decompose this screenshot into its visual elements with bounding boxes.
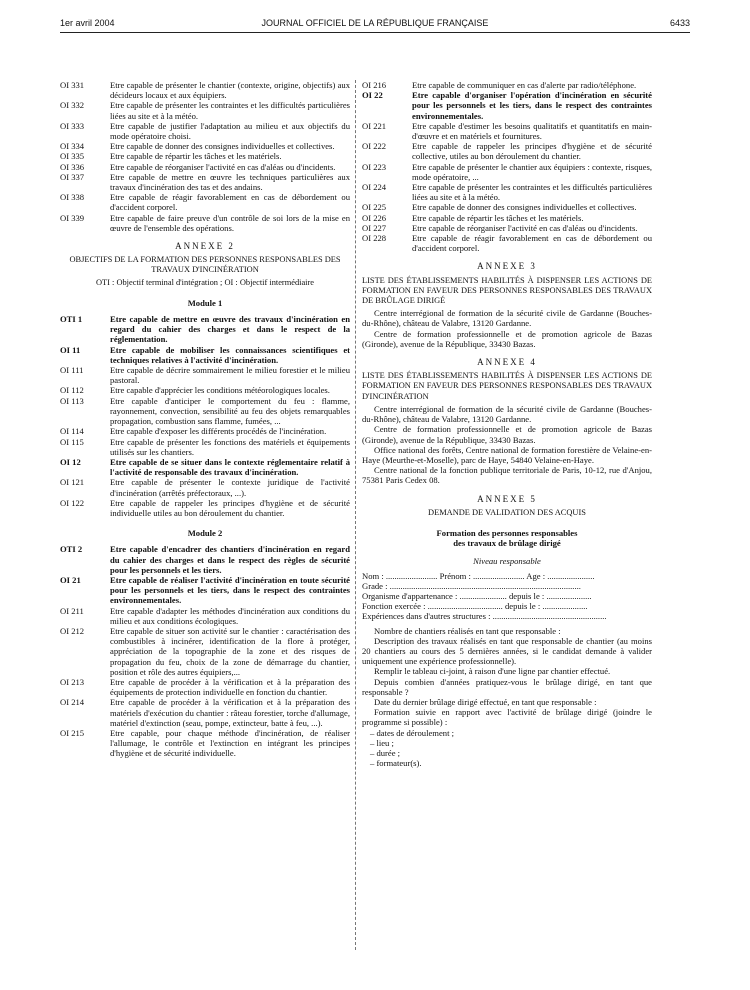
bullet-item: – dates de déroulement ; xyxy=(370,727,454,738)
objective-code: OI 122 xyxy=(60,497,85,508)
objective-row xyxy=(362,141,652,161)
header-date: 1er avril 2004 xyxy=(60,18,115,28)
objective-code: OI 221 xyxy=(362,120,387,131)
objective-row xyxy=(60,437,350,457)
objective-row xyxy=(60,314,350,345)
objective-text: Etre capable de décrire sommairement le milieu forestier et le milieu pastoral. xyxy=(110,365,350,386)
form-level: Niveau responsable xyxy=(473,556,541,567)
paragraph: Centre de formation professionnelle et de promotion agricole de Bazas (Gironde), avenue de la République, 33430 Bazas. xyxy=(362,424,652,445)
objective-code: OTI 1 xyxy=(60,314,83,325)
header-rule xyxy=(60,32,690,33)
objective-code: OI 227 xyxy=(362,222,387,233)
objective-text: Etre capable de mobiliser les connaissances scientifiques et techniques relatives à l'activité d'incinération. xyxy=(110,344,350,365)
module1-list xyxy=(60,314,350,518)
left-column xyxy=(60,80,350,759)
objective-code: OTI 2 xyxy=(60,544,83,555)
form-lines xyxy=(362,571,652,622)
objective-text: Etre capable d'apprécier les conditions météorologiques locales. xyxy=(110,385,330,396)
annexe4-subtitle: LISTE DES ÉTABLISSEMENTS HABILITÉS À DISPENSER LES ACTIONS DE FORMATION EN FAVEUR DES PERSONNES RESPONSABLES DES TRAVAUX D'INCINÉRATION xyxy=(362,371,652,401)
objective-code: OI 226 xyxy=(362,212,387,223)
objective-row xyxy=(60,498,350,518)
objective-text: Etre capable d'organiser l'opération d'incinération en sécurité pour les personnels et les tiers, dans le respect des contraintes environnementales. xyxy=(412,90,652,121)
objective-text: Etre capable de situer son activité sur le chantier : caractérisation des combustibles à incinérer, identification de la flore à protéger, appréciation de la topographie de la zone et des risques de propagation du feu, choix de la zone de démarrage du chantier, position et rôle des autres équipiers,... xyxy=(110,625,350,677)
objective-row xyxy=(362,202,652,212)
objective-text: Etre capable de donner des consignes individuelles et collectives. xyxy=(412,202,637,213)
left-top-list xyxy=(60,80,350,233)
objective-code: OI 121 xyxy=(60,477,85,488)
paragraph: Office national des forêts, Centre national de formation forestière de Velaine-en-Haye (Meurthe-et-Moselle), parc de Haye, 54840 Velaine-en-Haye. xyxy=(362,444,652,465)
form-title-2: des travaux de brûlage dirigé xyxy=(453,538,561,549)
bullet-item: – durée ; xyxy=(370,747,401,758)
objective-row xyxy=(60,172,350,192)
objective-text: Etre capable de présenter le chantier aux équipiers : contexte, risques, mode opératoire, ... xyxy=(412,161,652,182)
objective-code: OI 337 xyxy=(60,171,85,182)
objective-row xyxy=(60,141,350,151)
objective-text: Etre capable de mettre en œuvre des travaux d'incinération en regard du cahier des charges et dans le respect de la réglementation. xyxy=(110,314,350,345)
objective-code: OI 334 xyxy=(60,141,85,152)
objective-text: Etre capable de procéder à la vérification et à la préparation des matériels d'exécution du chantier : râteau forestier, torche d'allumage, matériel d'extinction (seau, pompe, extincteur, batte à feu, ...). xyxy=(110,697,350,728)
objective-row xyxy=(60,697,350,728)
objective-code: OI 215 xyxy=(60,727,85,738)
annexe3-paras xyxy=(362,308,652,349)
objective-row xyxy=(60,457,350,477)
objective-code: OI 224 xyxy=(362,182,387,193)
objective-text: Etre capable de justifier l'adaptation au milieu et aux objectifs du mode opératoire choisi. xyxy=(110,120,350,142)
paragraph: Centre de formation professionnelle et de promotion agricole de Bazas (Gironde), avenue de la République, 33430 Bazas. xyxy=(362,328,652,349)
column-divider xyxy=(355,80,356,950)
annexe5-subtitle: DEMANDE DE VALIDATION DES ACQUIS xyxy=(428,507,586,517)
objective-text: Etre capable, pour chaque méthode d'incinération, de réaliser l'allumage, le contrôle et l'extinction en intégrant les principes d'hygiène et de sécurité individuelle. xyxy=(110,727,350,759)
annexe5-title: ANNEXE 5 xyxy=(477,493,537,504)
objective-row xyxy=(60,544,350,575)
objective-text: Etre capable de présenter les contraintes et les difficultés particulières liées au site et à la météo. xyxy=(412,182,652,203)
objective-row xyxy=(362,80,652,90)
form-title-1: Formation des personnes responsables xyxy=(436,527,578,538)
objective-text: Etre capable de présenter les fonctions des matériels et équipements utilisés sur les chantiers. xyxy=(110,436,350,457)
objective-row xyxy=(60,365,350,385)
objective-row xyxy=(60,626,350,677)
objective-code: OI 115 xyxy=(60,436,84,447)
objective-text: Etre capable de réagir favorablement en cas de débordement ou d'accident corporel. xyxy=(412,233,652,254)
objective-code: OI 12 xyxy=(60,456,81,467)
objective-code: OI 223 xyxy=(362,161,387,172)
objective-text: Etre capable de rappeler les principes d'hygiène et de sécurité individuelle utiles au bon déroulement du chantier. xyxy=(110,497,350,518)
objective-text: Etre capable d'adapter les méthodes d'incinération aux conditions du milieu et aux conditions écologiques. xyxy=(110,605,350,626)
objective-code: OI 114 xyxy=(60,426,84,437)
module1-title: Module 1 xyxy=(187,297,223,308)
objective-text: Etre capable de faire preuve d'un contrôle de soi lors de la mise en œuvre de l'ensemble des opérations. xyxy=(110,212,350,233)
paragraph: Centre interrégional de formation de la sécurité civile de Gardanne (Bouches-du-Rhône), château de Valabre, 13120 Gardanne. xyxy=(362,403,652,425)
paragraph: Formation suivie en rapport avec l'activité de brûlage dirigé (joindre le programme si possible) : xyxy=(362,707,652,728)
objective-code: OI 225 xyxy=(362,202,387,213)
objective-code: OI 333 xyxy=(60,120,85,131)
objective-code: OI 22 xyxy=(362,90,383,101)
objective-text: Etre capable de rappeler les principes d'hygiène et de sécurité collective, utiles au bon déroulement du chantier. xyxy=(412,141,652,162)
paragraph: Centre national de la fonction publique territoriale de Paris, 10-12, rue d'Anjou, 75381 Paris Cedex 08. xyxy=(362,465,652,486)
objective-code: OI 112 xyxy=(60,385,84,396)
objective-code: OI 111 xyxy=(60,365,84,376)
objective-row xyxy=(60,728,350,759)
bullet-item: – formateur(s). xyxy=(370,758,422,769)
objective-code: OI 216 xyxy=(362,80,387,90)
paragraph: Depuis combien d'années pratiquez-vous le brûlage dirigé, en tant que responsable ? xyxy=(362,676,652,697)
paragraph: Remplir le tableau ci-joint, à raison d'une ligne par chantier effectué. xyxy=(374,666,611,677)
objective-row xyxy=(60,385,350,395)
objective-row xyxy=(60,477,350,497)
objective-row xyxy=(60,162,350,172)
module2-title: Module 2 xyxy=(187,528,223,539)
objective-code: OI 331 xyxy=(60,80,85,90)
objective-row xyxy=(362,223,652,233)
objective-row xyxy=(60,100,350,120)
objective-row xyxy=(362,233,652,253)
annexe4-paras xyxy=(362,404,652,486)
header-title: JOURNAL OFFICIEL DE LA RÉPUBLIQUE FRANÇAISE xyxy=(261,18,489,28)
objective-code: OI 212 xyxy=(60,625,85,636)
objective-row xyxy=(60,213,350,233)
objective-code: OI 21 xyxy=(60,574,81,585)
annexe2-subtitle: OBJECTIFS DE LA FORMATION DES PERSONNES RESPONSABLES DES TRAVAUX D'INCINÉRATION xyxy=(69,255,341,275)
objective-code: OI 336 xyxy=(60,161,85,172)
paragraph: Date du dernier brûlage dirigé effectué, en tant que responsable : xyxy=(374,696,597,707)
page-header xyxy=(60,18,690,32)
objective-row xyxy=(60,192,350,212)
objective-text: Etre capable de réorganiser l'activité en cas d'aléas ou d'incidents. xyxy=(412,222,638,233)
right-top-list xyxy=(362,80,652,253)
page-number: 6433 xyxy=(669,18,690,28)
objective-row xyxy=(60,151,350,161)
objective-row xyxy=(60,80,350,100)
objective-text: Etre capable de donner des consignes individuelles et collectives. xyxy=(110,141,335,152)
objective-text: Etre capable de répartir les tâches et les matériels. xyxy=(110,151,282,162)
objective-code: OI 214 xyxy=(60,697,85,708)
form-line: Grade : ......................................................................................... xyxy=(362,580,581,591)
form-line: Nom : ........................ Prénom : ........................ Age : ...................... xyxy=(362,570,595,581)
annexe2-title: ANNEXE 2 xyxy=(175,241,235,252)
objective-text: Etre capable d'estimer les besoins qualitatifs et quantitatifs en main-d'œuvre et en matériels et fournitures. xyxy=(412,120,652,142)
objective-text: Etre capable de réorganiser l'activité en cas d'aléas ou d'incidents. xyxy=(110,161,336,172)
objective-text: Etre capable de présenter les contraintes et les difficultés particulières liées au site et à la météo. xyxy=(110,100,350,121)
objective-row xyxy=(362,90,652,121)
form-line: Expériences dans d'autres structures : ..................................................... xyxy=(362,611,607,622)
objective-row xyxy=(60,606,350,626)
objective-text: Etre capable de communiquer en cas d'alerte par radio/téléphone. xyxy=(412,80,637,90)
form-line: Fonction exercée : ................................... depuis le : ..................... xyxy=(362,601,588,612)
objective-code: OI 338 xyxy=(60,192,85,203)
annexe2-legend: OTI : Objectif terminal d'intégration ; OI : Objectif intermédiaire xyxy=(95,277,315,287)
objective-row xyxy=(60,121,350,141)
form-bullets xyxy=(362,728,652,769)
objective-text: Etre capable de présenter le contexte juridique de l'activité d'incinération (arrêtés préfectoraux, ...). xyxy=(110,477,350,498)
objective-text: Etre capable d'exposer les différents procédés de l'incinération. xyxy=(110,426,327,437)
annexe4-title: ANNEXE 4 xyxy=(477,357,537,368)
objective-row xyxy=(60,677,350,697)
objective-row xyxy=(60,345,350,365)
objective-text: Etre capable de procéder à la vérification et à la préparation des équipements de protection individuelle en fonction du chantier. xyxy=(110,676,350,698)
right-column xyxy=(362,80,652,768)
objective-text: Etre capable de réaliser l'activité d'incinération en toute sécurité pour les personnels et les tiers, dans le respect des contraintes environnementales. xyxy=(110,574,350,606)
objective-code: OI 339 xyxy=(60,212,85,223)
objective-code: OI 335 xyxy=(60,151,85,162)
objective-row xyxy=(362,213,652,223)
objective-code: OI 228 xyxy=(362,233,387,244)
objective-code: OI 332 xyxy=(60,100,85,111)
objective-row xyxy=(60,575,350,606)
module2-list xyxy=(60,544,350,758)
objective-row xyxy=(60,396,350,427)
objective-text: Etre capable de mettre en œuvre les techniques particulières aux travaux d'incinération des tas et des andains. xyxy=(110,171,350,193)
objective-text: Etre capable d'encadrer des chantiers d'incinération en regard du cahier des charges et dans le respect des règles de sécurité pour les personnels et les tiers. xyxy=(110,544,350,575)
form-paras xyxy=(362,626,652,728)
objective-code: OI 222 xyxy=(362,141,387,152)
paragraph: Description des travaux réalisés en tant que responsable de chantier (au moins 20 chantiers au cours des 5 dernières années, si le candidat demande à valider uniquement une expérience professionnelle). xyxy=(362,635,652,667)
objective-code: OI 211 xyxy=(60,605,84,616)
paragraph: Nombre de chantiers réalisés en tant que responsable : xyxy=(374,625,561,636)
objective-code: OI 213 xyxy=(60,676,85,687)
bullet-item: – lieu ; xyxy=(370,737,394,748)
objective-row xyxy=(60,426,350,436)
objective-row xyxy=(362,162,652,182)
objective-text: Etre capable de présenter le chantier (contexte, origine, objectifs) aux décideurs locaux et aux équipiers. xyxy=(110,80,350,101)
objective-text: Etre capable de se situer dans le contexte réglementaire relatif à l'activité de responsable des travaux d'incinération. xyxy=(110,456,350,478)
objective-code: OI 113 xyxy=(60,395,84,406)
objective-row xyxy=(362,182,652,202)
objective-text: Etre capable de répartir les tâches et les matériels. xyxy=(412,212,584,223)
annexe3-title: ANNEXE 3 xyxy=(477,261,537,272)
paragraph: Centre interrégional de formation de la sécurité civile de Gardanne (Bouches-du-Rhône), château de Valabre, 13120 Gardanne. xyxy=(362,308,652,329)
objective-code: OI 11 xyxy=(60,344,81,355)
annexe3-subtitle: LISTE DES ÉTABLISSEMENTS HABILITÉS À DISPENSER LES ACTIONS DE FORMATION EN FAVEUR DES PERSONNES RESPONSABLES DES TRAVAUX DE BRÛLAGE DIRIGÉ xyxy=(362,275,652,306)
objective-text: Etre capable de réagir favorablement en cas de débordement ou d'accident corporel. xyxy=(110,192,350,213)
form-line: Organisme d'appartenance : ...................... depuis le : ..................... xyxy=(362,590,592,601)
objective-row xyxy=(362,121,652,141)
objective-text: Etre capable d'anticiper le comportement du feu : flamme, rayonnement, convection, sensibilité au feu des objets remarquables propagation, combustion sans flamme, fumées, ... xyxy=(110,395,350,427)
